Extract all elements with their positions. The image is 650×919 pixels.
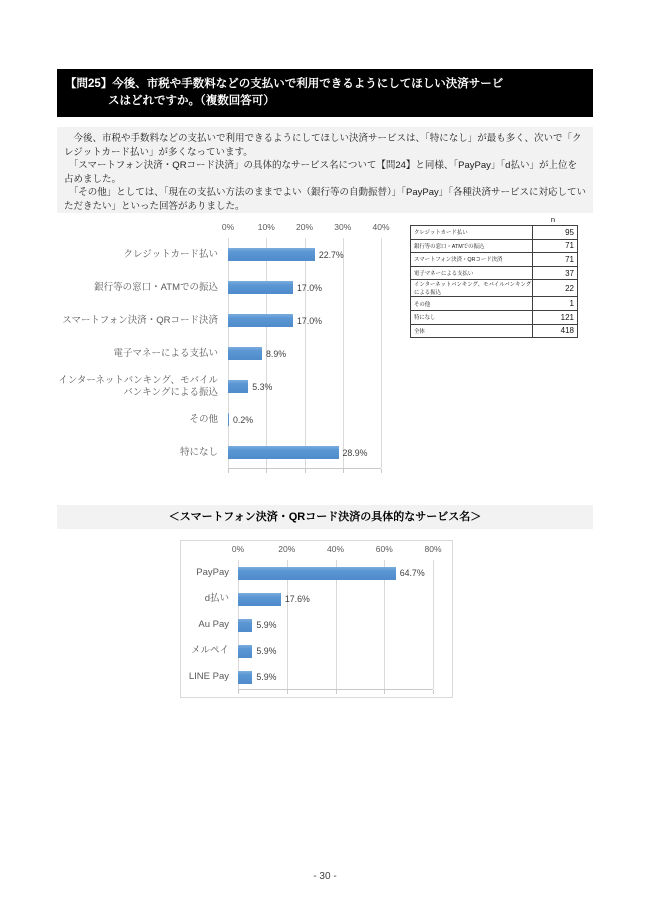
table-row bbox=[411, 253, 578, 267]
table-row-value: 418 bbox=[533, 324, 578, 338]
table-row bbox=[411, 280, 578, 297]
table-row bbox=[411, 310, 578, 324]
desired-payment-services-bar-chart bbox=[55, 217, 400, 483]
value-label: 22.7% bbox=[318, 249, 344, 260]
axis-tick-label: 20% bbox=[295, 222, 313, 232]
summary-paragraph: 「スマートフォン決済・QRコード決済」の具体的なサービス名について【問24】と同様、「PayPay」「d払い」が上位を占めました。 bbox=[64, 160, 577, 185]
value-label: 5.9% bbox=[256, 646, 277, 656]
axis-tick-label: 80% bbox=[424, 544, 442, 554]
table-row-label: クレジットカード払い bbox=[411, 226, 533, 240]
gridline bbox=[433, 560, 434, 689]
category-label: LINE Pay bbox=[188, 671, 229, 683]
table-row-value: 121 bbox=[533, 310, 578, 324]
axis-tick bbox=[238, 690, 239, 694]
axis-tick bbox=[336, 690, 337, 694]
table-row-label: その他 bbox=[411, 297, 533, 311]
bar bbox=[228, 314, 293, 327]
category-label: Au Pay bbox=[198, 619, 229, 631]
value-label: 64.7% bbox=[399, 568, 425, 578]
value-label: 8.9% bbox=[266, 348, 287, 359]
bar bbox=[238, 619, 252, 632]
value-label: 5.3% bbox=[252, 381, 273, 392]
category-label: d払い bbox=[204, 593, 229, 605]
table-row-value: 1 bbox=[533, 297, 578, 311]
table-row-value: 95 bbox=[533, 226, 578, 240]
category-label: 特になし bbox=[179, 446, 218, 458]
axis-tick bbox=[228, 469, 229, 473]
axis-tick bbox=[305, 469, 306, 473]
question-header-line2: スはどれですか。（複数回答可） bbox=[108, 94, 275, 107]
table-n-header: n bbox=[550, 215, 556, 224]
category-label: クレジットカード払い bbox=[123, 248, 218, 260]
bar bbox=[238, 567, 396, 580]
table-row-label: スマートフォン決済・QRコード決済 bbox=[411, 253, 533, 267]
axis-tick-label: 0% bbox=[221, 222, 235, 232]
category-label: 電子マネーによる支払い bbox=[113, 347, 218, 359]
bar bbox=[228, 380, 248, 393]
response-count-table bbox=[410, 225, 578, 338]
category-label: メルペイ bbox=[190, 645, 229, 657]
bar bbox=[228, 446, 339, 459]
page-number: - 30 - bbox=[313, 871, 337, 882]
axis-tick bbox=[287, 690, 288, 694]
bar bbox=[228, 281, 293, 294]
bar bbox=[238, 593, 281, 606]
table-row bbox=[411, 226, 578, 240]
table-row bbox=[411, 297, 578, 311]
gridline bbox=[381, 238, 382, 468]
question-number: 【問25】 bbox=[65, 78, 113, 90]
value-label: 17.6% bbox=[284, 594, 310, 604]
bar bbox=[238, 645, 252, 658]
table-row bbox=[411, 324, 578, 338]
axis-tick bbox=[381, 469, 382, 473]
section-header: ＜スマートフォン決済・QRコード決済の具体的なサービス名＞ bbox=[57, 505, 593, 529]
table-row-value: 71 bbox=[533, 239, 578, 253]
value-label: 17.0% bbox=[297, 282, 322, 293]
category-label: その他 bbox=[189, 413, 218, 425]
table-row-label: 銀行等の窓口・ATMでの振込 bbox=[411, 239, 533, 253]
table-row-value: 71 bbox=[533, 253, 578, 267]
axis-tick-label: 60% bbox=[375, 544, 393, 554]
axis-tick-label: 0% bbox=[231, 544, 245, 554]
category-label: スマートフォン決済・QRコード決済 bbox=[62, 314, 218, 326]
category-label: インターネットバンキング、モバイルバンキングによる振込 bbox=[58, 375, 218, 398]
question-header-line1 bbox=[65, 76, 585, 93]
axis-tick bbox=[343, 469, 344, 473]
table-row bbox=[411, 239, 578, 253]
gridline bbox=[343, 238, 344, 468]
table-row-label: 電子マネーによる支払い bbox=[411, 266, 533, 280]
value-label: 28.9% bbox=[342, 447, 368, 458]
value-label: 5.9% bbox=[256, 620, 277, 630]
bar bbox=[228, 347, 262, 360]
table-row-label: 全体 bbox=[411, 324, 533, 338]
question-text: 今後、市税や手数料などの支払いで利用できるようにしてほしい決済サービ bbox=[112, 78, 504, 90]
bar bbox=[238, 671, 252, 684]
summary-paragraph: 今後、市税や手数料などの支払いで利用できるようにしてほしい決済サービスは、「特になし」が最も多く、次いで「クレジットカード払い」が多くなっています。 bbox=[64, 133, 582, 158]
axis-tick-label: 40% bbox=[372, 222, 390, 232]
value-label: 17.0% bbox=[297, 315, 322, 326]
bar bbox=[228, 248, 315, 261]
category-label: 銀行等の窓口・ATMでの振込 bbox=[94, 281, 218, 293]
axis-tick bbox=[384, 690, 385, 694]
axis-tick-label: 20% bbox=[278, 544, 296, 554]
table-row-value: 37 bbox=[533, 266, 578, 280]
axis-tick-label: 40% bbox=[326, 544, 344, 554]
summary-text-box bbox=[57, 127, 593, 213]
bar bbox=[228, 413, 229, 426]
table-row bbox=[411, 266, 578, 280]
value-label: 5.9% bbox=[256, 672, 277, 682]
table-row-label: インターネットバンキング、モバイルバンキングによる振込 bbox=[411, 280, 533, 297]
qr-service-names-bar-chart bbox=[180, 540, 453, 698]
table-row-label: 特になし bbox=[411, 310, 533, 324]
summary-paragraph: 「その他」としては、「現在の支払い方法のままでよい（銀行等の自動振替）」「PayPay」「各種決済サービスに対応していただきたい」といった回答がありました。 bbox=[64, 187, 586, 212]
axis-tick bbox=[266, 469, 267, 473]
axis-tick-label: 10% bbox=[257, 222, 275, 232]
question-header bbox=[57, 69, 593, 117]
axis-tick bbox=[433, 690, 434, 694]
category-label: PayPay bbox=[196, 567, 229, 579]
axis-tick-label: 30% bbox=[334, 222, 352, 232]
table-row-value: 22 bbox=[533, 280, 578, 297]
value-label: 0.2% bbox=[233, 414, 254, 425]
